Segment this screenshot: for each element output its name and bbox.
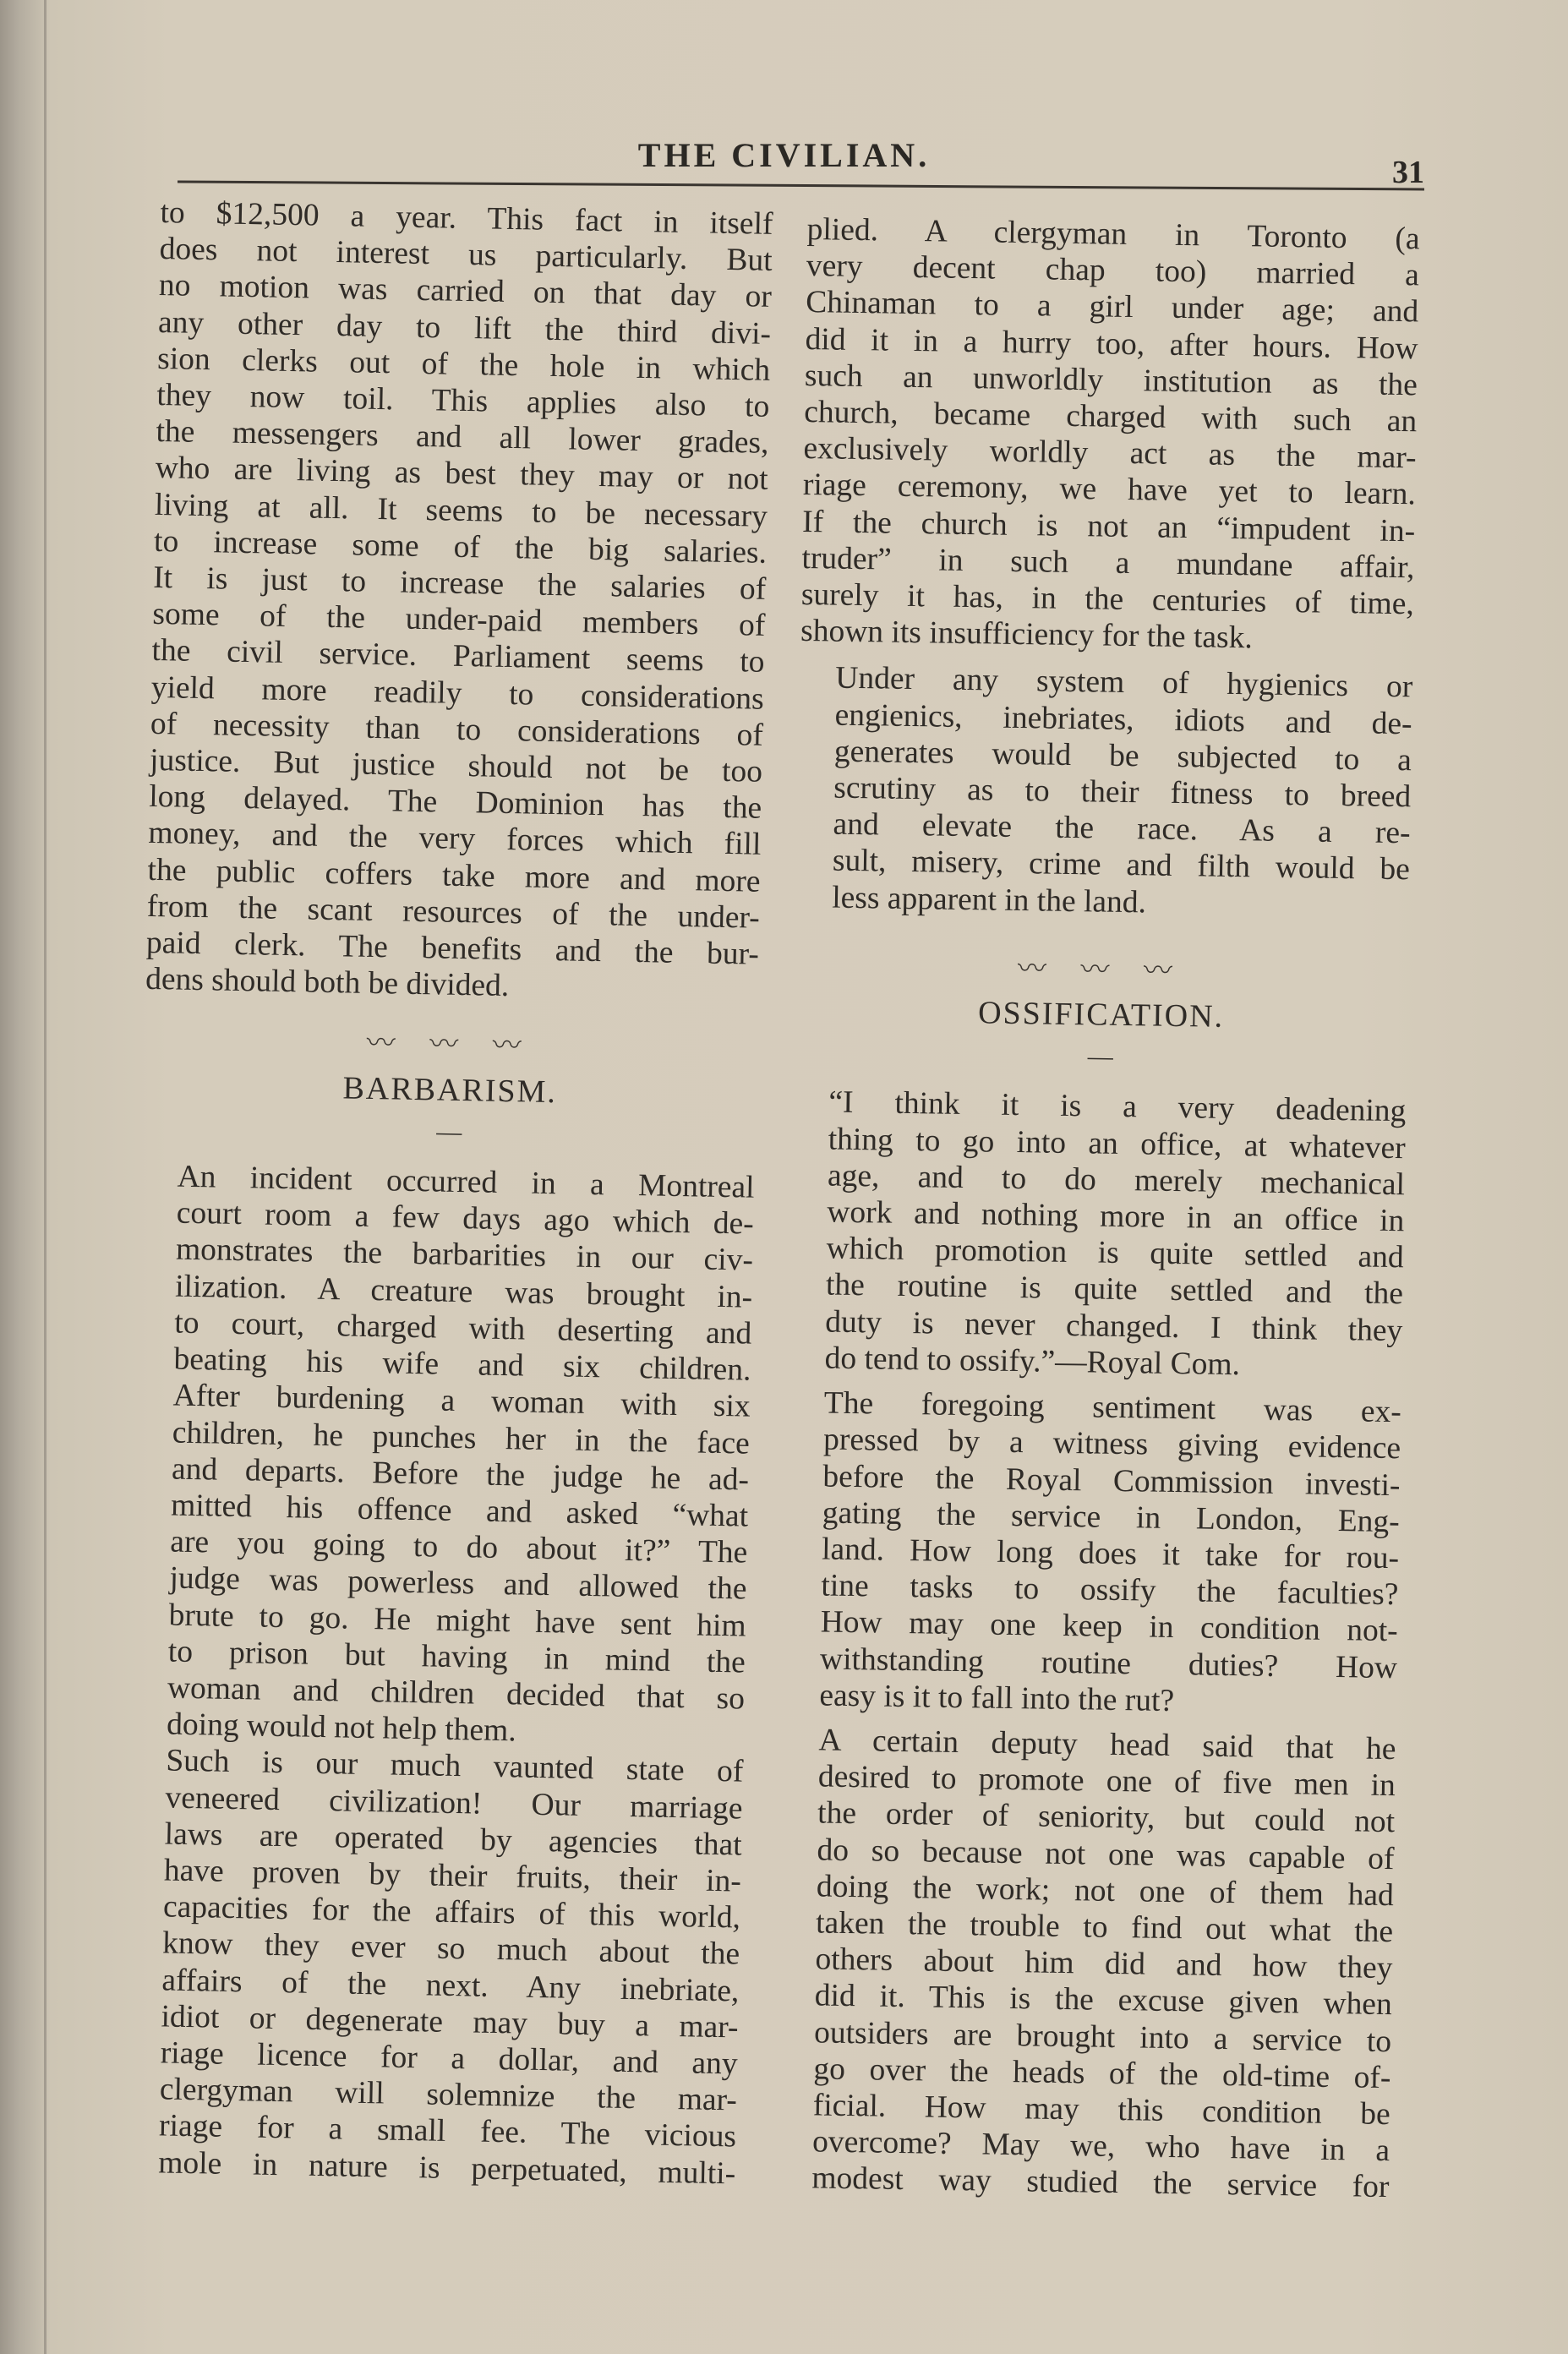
text-line: riage licence for a dollar, and any [160,2035,739,2082]
text-line: and departs. Before the judge he ad- [171,1451,750,1498]
text-line: did it. This is the excuse given when [814,1978,1393,2023]
text-line: mole in nature is perpetuated, multi- [157,2144,736,2192]
text-line: go over the heads of the old-time of- [813,2051,1391,2095]
text-line: desired to promote one of five men in [817,1759,1396,1804]
text-line: doing the work; not one of them had [816,1869,1395,1913]
text-line: modest way studied the service for [811,2160,1390,2205]
text-line: doing would not help them. [166,1707,517,1749]
text-line: know they ever so much about the [161,1925,740,1972]
text-line: shown its insufficiency for the task. [800,614,1254,656]
text-line: affairs of the next. Any inebriate, [161,1962,740,2009]
text-line: do tend to ossify.”—Royal Com. [824,1341,1241,1383]
text-line: work and nothing more in an office in [827,1194,1405,1239]
text-line: the public coffers take more and more [147,852,761,899]
right-column [776,211,1420,2206]
text-line: veneered civilization! Our marriage [165,1779,743,1827]
text-line: How may one keep in condition not- [820,1604,1399,1649]
text-line: engienics, inebriates, idiots and de- [834,697,1412,741]
text-line: duty is never changed. I think they [825,1304,1403,1348]
text-line: mitted his offence and asked “what [170,1488,749,1534]
text-line: to $12,500 a year. This fact in itself [160,194,773,242]
text-line: to prison but having in mind the [167,1634,746,1680]
text-line: age, and to do merely mechanical [827,1158,1406,1203]
text-line: ilization. A creature was brought in- [174,1269,753,1315]
text-line: they now toil. This applies also to [156,377,770,424]
text-line: A certain deputy head said that he [818,1723,1396,1767]
text-line: justice. But justice should not be too [149,742,763,789]
text-line: scrutiny as to their fitness to breed [833,770,1412,815]
text-line: from the scant resources of the under- [146,888,761,936]
text-line: very decent chap too) married a [806,249,1420,293]
text-line: pressed by a witness giving evidence [822,1422,1401,1466]
section-dash: — [435,1117,462,1146]
text-line: judge was powerless and allowed the [169,1560,747,1607]
text-line: yield more readily to considerations [150,669,765,717]
text-line: truder” in such a mundane affair, [801,540,1415,586]
text-line: It is just to increase the salaries of [152,560,767,607]
text-line: laws are operated by agencies that [164,1816,743,1863]
text-line: The foregoing sentiment was ex- [823,1385,1402,1430]
left-intro-paragraph [145,194,773,1009]
section-ornament: 〰 〰 〰 [366,1028,536,1063]
text-line: taken the trouble to find out what the [815,1905,1394,1950]
text-line: capacities for the affairs of this world, [162,1889,741,1936]
text-line: less apparent in the land. [831,880,1147,920]
text-line: land. How long does it take for rou- [821,1532,1400,1576]
text-line: brute to go. He might have sent him [168,1598,747,1644]
text-line: riage ceremony, we have yet to learn. [802,467,1417,512]
section-ornament: 〰 〰 〰 [1017,953,1187,988]
barbarism-paragraph-1 [131,1158,755,1754]
page-header [0,135,1568,190]
text-line: Under any system of hygienics or [835,661,1413,705]
text-line: thing to go into an office, at whatever [828,1122,1406,1166]
text-line: surely it has, in the centuries of time, [800,576,1415,622]
text-line: “I think it is a very deadening [828,1085,1407,1129]
section-title-ossification: OSSIFICATION. [977,995,1225,1035]
text-line: withstanding routine duties? How [819,1641,1398,1685]
text-line: to increase some of the big salaries. [153,523,768,571]
right-paragraph-2 [796,659,1413,925]
text-line: riage for a small fee. The vicious [158,2108,737,2155]
text-line: are you going to do about it?” The [170,1524,748,1570]
text-line: the order of seniority, but could not [817,1795,1396,1840]
text-line: idiot or degenerate may buy a mar- [161,1999,739,2045]
text-line: overcome? May we, who have in a [811,2124,1390,2169]
text-line: church, became charged with such an [803,394,1418,440]
text-line: dens should both be divided. [145,962,510,1004]
text-line: plied. A clergyman in Toronto (a [806,211,1420,257]
text-line: did it in a hurry too, after hours. How [805,321,1418,366]
text-line: Such is our much vaunted state of [166,1743,744,1789]
text-line: of necessity than to considerations of [150,706,764,753]
ossification-paragraph-2 [776,1722,1396,2206]
text-line: sult, misery, crime and filth would be [832,844,1411,888]
binding-gutter [44,0,46,2354]
text-line: ficial. How may this condition be [812,2088,1391,2133]
text-line: Chinaman to a girl under age; and [805,285,1419,330]
text-line: generates would be subjected to a [833,734,1412,778]
text-line: woman and children decided that so [167,1670,746,1717]
text-line: the civil service. Parliament seems to [151,633,765,680]
text-line: money, and the very forces which fill [148,816,762,863]
text-line: An incident occurred in a Montreal [177,1159,755,1205]
text-line: exclusively worldly act as the mar- [803,431,1417,476]
text-line: tine tasks to ossify the faculties? [821,1568,1399,1613]
text-line: court room a few days ago which de- [176,1195,755,1242]
text-line: such an unworldly institution as the [804,358,1418,403]
text-line: If the church is not an “impudent in- [801,504,1416,549]
text-line: some of the under-paid members of [152,597,766,644]
page-number: 31 [1392,155,1424,190]
barbarism-paragraph-2 [123,1742,744,2192]
text-line: do so because not one was capable of [817,1832,1395,1876]
left-column [123,194,773,2192]
text-line: who are living as best they may or not [155,451,769,498]
text-line: outsiders are brought into a service to [813,2014,1392,2059]
text-line: others about him did and how they [815,1942,1393,1986]
text-line: clergyman will solemnize the mar- [159,2072,738,2118]
text-line: before the Royal Commission investi- [822,1458,1401,1503]
text-line: beating his wife and six children. [173,1341,751,1388]
text-line: which promotion is quite settled and [826,1231,1404,1275]
ossification-quote [789,1084,1406,1385]
text-line: easy is it to fall into the rut? [819,1678,1175,1718]
text-line: living at all. It seems to be necessary [154,487,768,534]
text-line: sion clerks out of the hole in which [156,341,771,388]
text-line: long delayed. The Dominion has the [148,779,762,827]
text-line: to court, charged with deserting and [173,1305,752,1352]
section-dash: — [1087,1042,1114,1072]
text-line: the routine is quite settled and the [825,1267,1404,1312]
text-line: and elevate the race. As a re- [833,806,1411,851]
running-title: THE CIVILIAN. [637,136,931,174]
text-line: the messengers and all lower grades, [156,414,769,462]
section-title-barbarism: BARBARISM. [342,1070,558,1110]
text-line: no motion was carried on that day or [158,268,773,315]
text-line: paid clerk. The benefits and the bur- [145,925,760,972]
text-line: monstrates the barbarities in our civ- [175,1232,754,1279]
text-line: any other day to lift the third divi- [157,304,772,352]
right-intro-paragraph [800,211,1420,659]
text-line: have proven by their fruits, their in- [163,1853,742,1899]
text-line: children, he punches her in the face [172,1415,751,1461]
ossification-paragraph-1 [784,1385,1401,1723]
text-line: After burdening a woman with six [172,1378,751,1424]
text-line: gating the service in London, Eng- [822,1495,1401,1539]
text-line: does not interest us particularly. But [159,232,773,279]
